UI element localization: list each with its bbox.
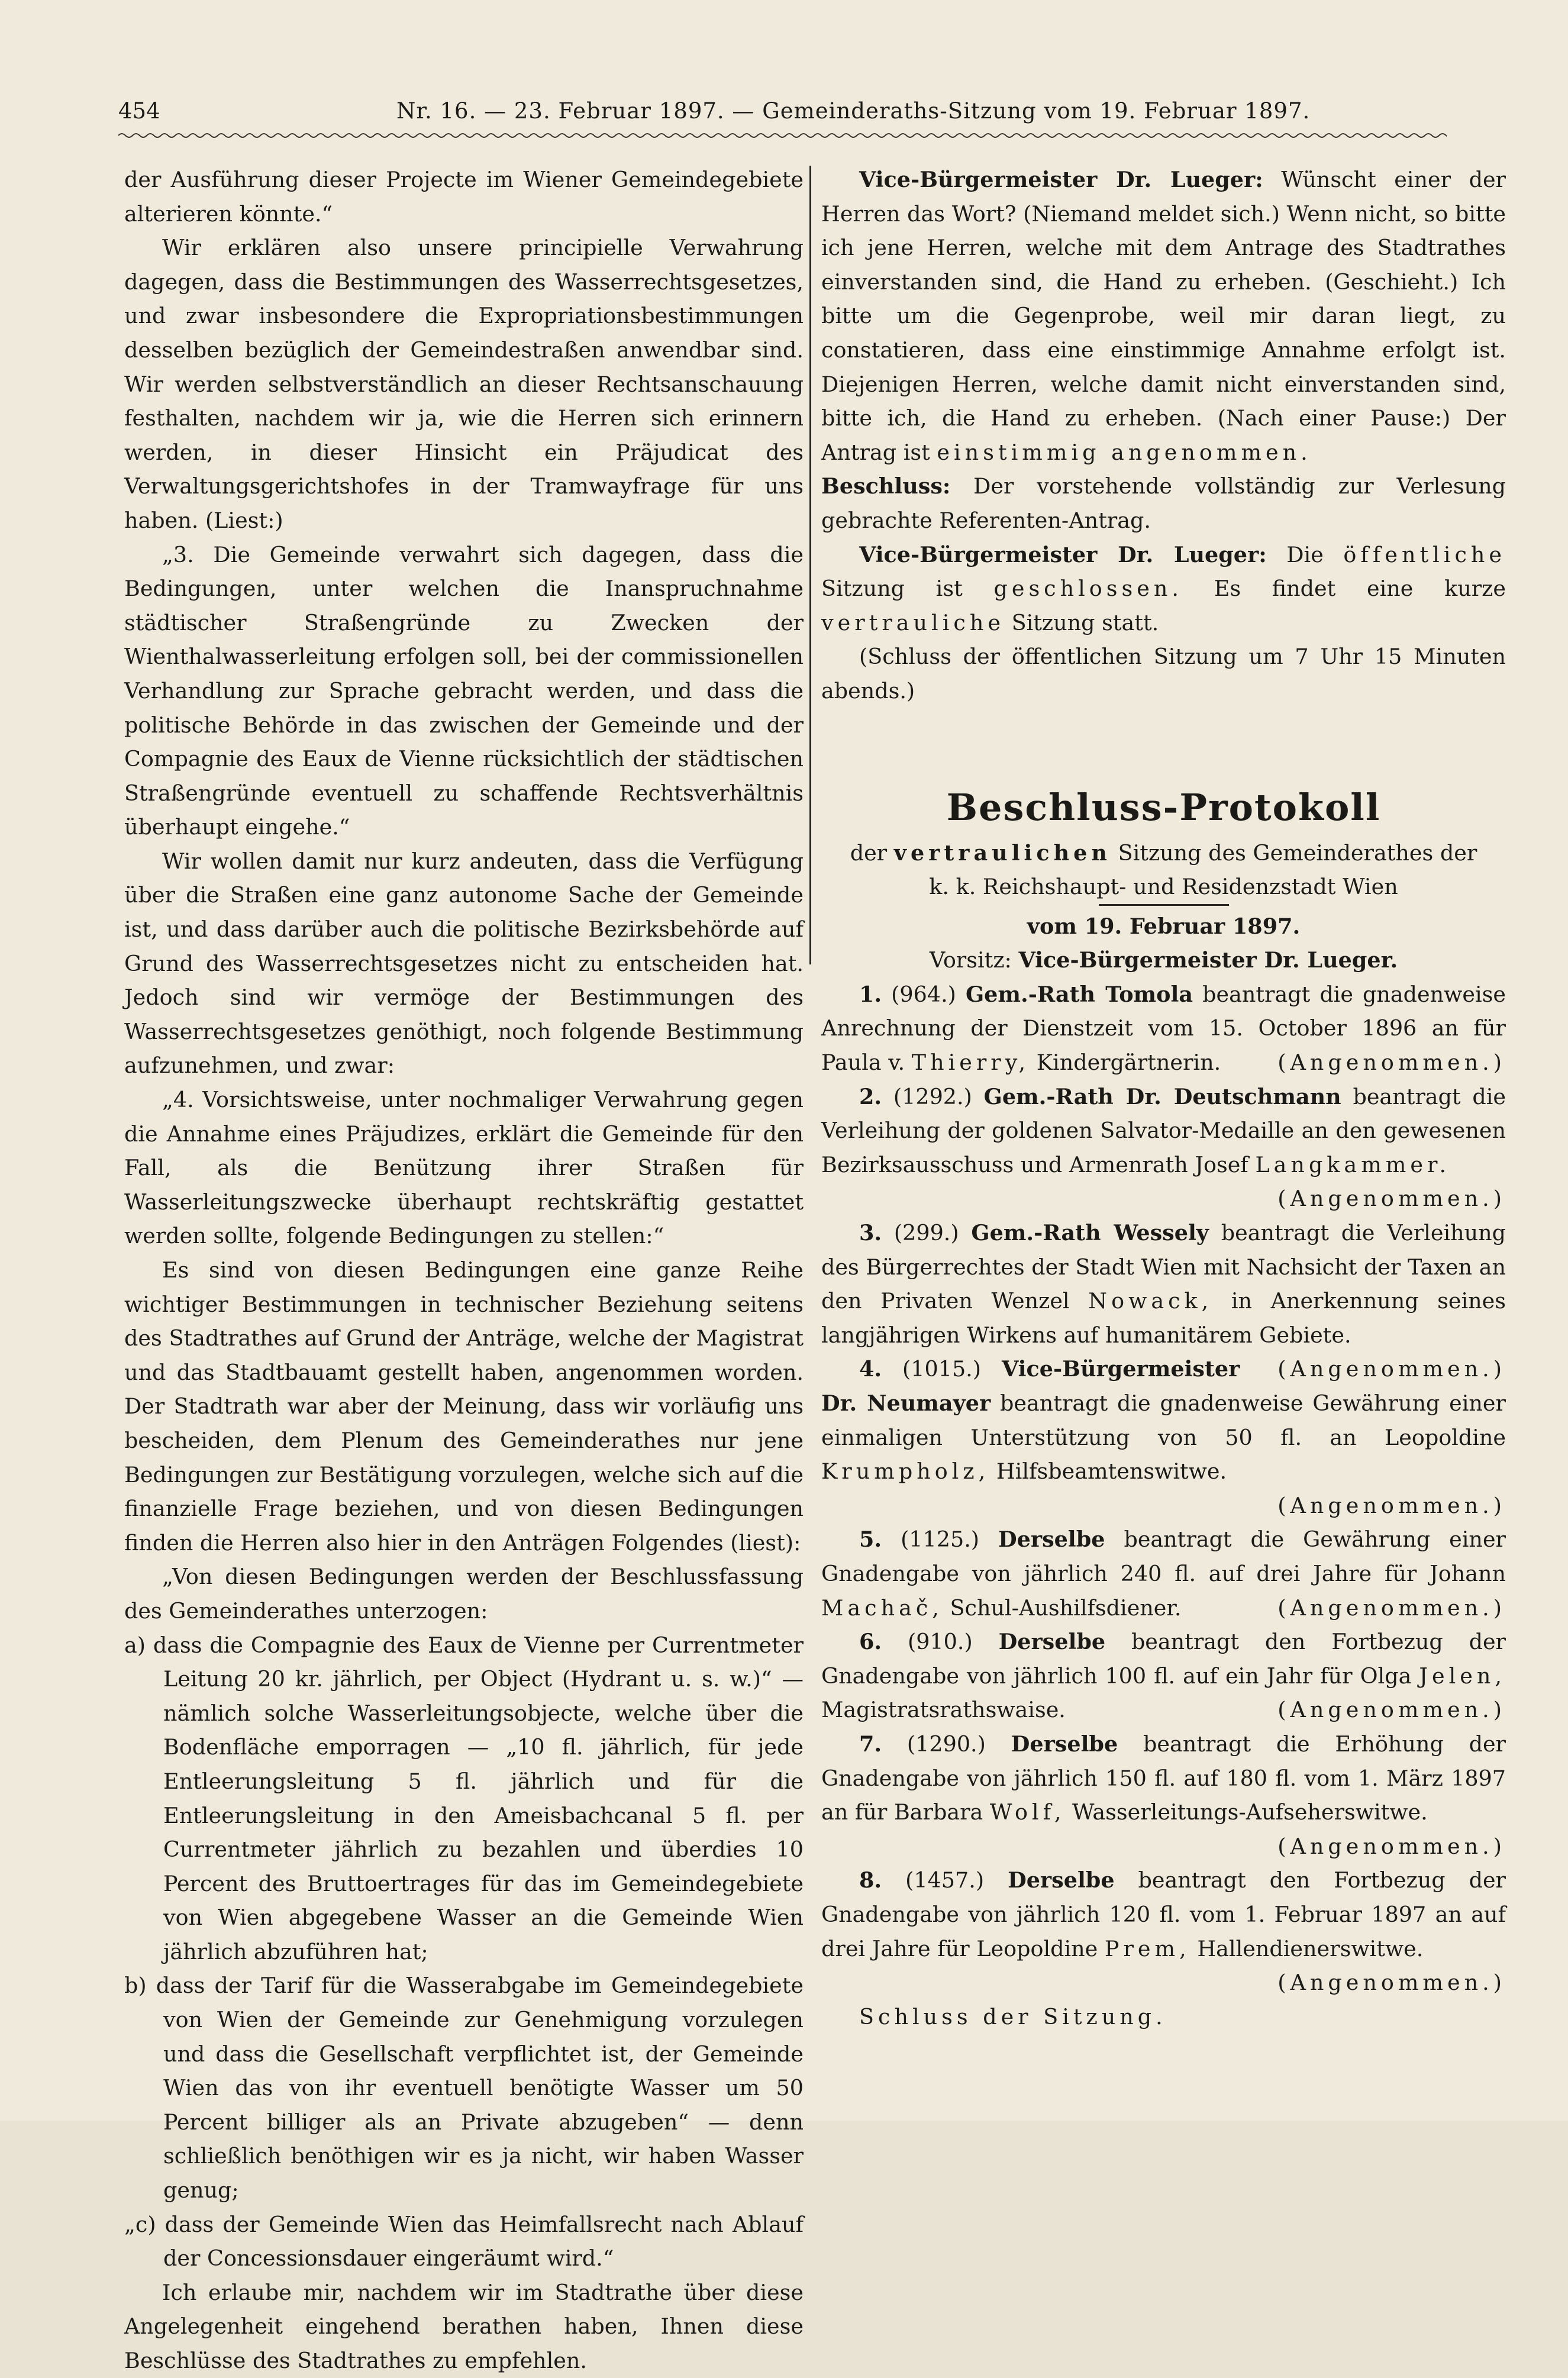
item-person: Thierry, (911, 1050, 1030, 1076)
speaker-name: Vice-Bürgermeister Dr. Lueger: (859, 167, 1263, 192)
speech-text: Sitzung ist (821, 576, 963, 602)
speech-paragraph (821, 163, 1506, 469)
speech-text: Es findet eine kurze (1214, 576, 1506, 602)
paragraph: Wir wollen damit nur kurz andeuten, dass die Verfügung über die Straßen eine ganz autonome Sache der Gemeinde ist, und dass darüber auch die politische Bezirksbehörde auf Grund des Wasserrechtsgesetzes nicht zu entscheiden hat. Jedoch sind wir vermöge der Bestimmungen des Wasserrechtsgesetzes genöthigt, noch folgende Bestimmung aufzunehmen, und zwar: (124, 848, 804, 1079)
resolution-text: Der vorstehende vollständig zur Verlesung gebrachte Referenten-Antrag. (821, 473, 1506, 533)
chair-label: Vorsitz: (929, 947, 1012, 973)
header-title: Nr. 16. — 23. Februar 1897. — Gemeinderaths-Sitzung vom 19. Februar 1897. (396, 98, 1311, 124)
item-text: beantragt die Verleihung des Bürgerrechtes der Stadt Wien mit Nachsicht der Taxen an den Privaten Wenzel (821, 1220, 1506, 1314)
item-text: beantragt die Erhöhung der Gnadengabe von jährlich 150 fl. auf 180 fl. vom 1. März 1897 an für Barbara (821, 1731, 1506, 1825)
item-result: (Angenommen.) (1277, 1356, 1506, 1382)
subtitle-text: Sitzung des Gemeinderathes der (1118, 840, 1477, 866)
protocol-title: Beschluss-Protokoll (946, 785, 1381, 829)
item-text: beantragt den Fortbezug der Gnadengabe von jährlich 120 fl. vom 1. Februar 1897 an auf drei Jahre für Leopoldine (821, 1867, 1506, 1961)
item-proposer: Derselbe (998, 1629, 1106, 1655)
condition-a: a) dass die Compagnie des Eaux de Vienne per Currentmeter Leitung 20 kr. jährlich, per Object (Hydrant u. s. w.)“ — nämlich solche Wasserleitungsobjecte, welche über die Bodenfläche emporragen — „10 fl. jährlich, für jede Entleerungsleitung 5 fl. jährlich und für die Entleerungsleitung in den Ameisbachcanal 5 fl. per Currentmeter jährlich zu bezahlen und überdies 10 Percent des Bruttoertrages für das im Gemeindegebiete von Wien abgegebene Wasser an die Gemeinde Wien jährlich abzuführen hat; (124, 1632, 804, 1964)
item-proposer: Gem.-Rath Tomola (965, 981, 1193, 1007)
item-proposer: Gem.-Rath Dr. Deutschmann (983, 1083, 1341, 1109)
spaced-word: vertrauliche (821, 609, 1005, 635)
item-number: 7. (859, 1731, 882, 1757)
item-proposer: Derselbe (1011, 1731, 1118, 1757)
column-divider (809, 166, 811, 964)
quoted-condition-4: „4. Vorsichtsweise, unter nochmaliger Verwahrung gegen die Annahme eines Präjudizes, erklärt die Gemeinde für den Fall, als die Benützung ihrer Straßen für Wasserleitungszwecke überhaupt rechtskräftig gestattet werden sollte, folgende Bedingungen zu stellen:“ (124, 1087, 804, 1249)
item-number: 2. (859, 1083, 882, 1109)
resolution-item-6 (821, 1625, 1506, 1727)
item-ref: (1125.) (901, 1527, 980, 1553)
item-person: Prem, (1104, 1935, 1190, 1961)
speech-text: Sitzung statt. (1011, 609, 1159, 635)
short-rule (1099, 904, 1229, 906)
item-text: Hallendienerswitwe. (1197, 1935, 1424, 1961)
item-result: (Angenommen.) (1277, 1050, 1506, 1076)
item-number: 5. (859, 1527, 882, 1553)
condition-c: „c) dass der Gemeinde Wien das Heimfallsrecht nach Ablauf der Concessionsdauer eingeräumt wird.“ (124, 2211, 804, 2271)
item-result: (Angenommen.) (1277, 1595, 1506, 1621)
spaced-word: geschlossen. (993, 576, 1183, 602)
resolution-item-5 (821, 1522, 1506, 1625)
protocol-subtitle-line1 (821, 836, 1506, 870)
paragraph: Ich erlaube mir, nachdem wir im Stadtrathe über diese Angelegenheit eingehend berathen haben, Ihnen diese Beschlüsse des Stadtrathes zu empfehlen. (124, 2279, 804, 2373)
closing-note: (Schluss der öffentlichen Sitzung um 7 Uhr 15 Minuten abends.) (821, 644, 1506, 704)
item-proposer: Derselbe (998, 1527, 1105, 1553)
resolution-item-1 (821, 977, 1506, 1080)
item-ref: (910.) (907, 1629, 973, 1655)
paragraph: Wir erklären also unsere principielle Verwahrung dagegen, dass die Bestimmungen des Wasserrechtsgesetzes, und zwar insbesondere die Expropriationsbestimmungen desselben bezüglich der Gemeindestraßen anwendbar sind. Wir werden selbstverständlich an dieser Rechtsanschauung festhalten, nachdem wir ja, wie die Herren sich erinnern werden, in dieser Hinsicht ein Präjudicat des Verwaltungsgerichtshofes in der Tramwayfrage für uns haben. (Liest:) (124, 235, 804, 533)
paragraph: der Ausführung dieser Projecte im Wiener Gemeindegebiete alterieren könnte.“ (124, 167, 804, 227)
item-proposer: Vice-Bürgermeister Dr. Neumayer (821, 1356, 1240, 1416)
resolution-item-2 (821, 1080, 1506, 1182)
speaker-name: Vice-Bürgermeister Dr. Lueger: (859, 541, 1267, 567)
item-person: Jelen, (1419, 1663, 1506, 1689)
item-text: Magistratsrathswaise. (821, 1697, 1066, 1723)
item-text: in Anerkennung seines langjährigen Wirkens auf humanitärem Gebiete. (821, 1288, 1506, 1348)
protocol-date: vom 19. Februar 1897. (1027, 913, 1301, 939)
item-ref: (964.) (891, 981, 956, 1007)
paragraph: Es sind von diesen Bedingungen eine ganze Reihe wichtiger Bestimmungen in technischer Beziehung seitens des Stadtrathes auf Grund der Anträge, welche der Magistrat und das Stadtbauamt gestellt haben, angenommen worden. Der Stadtrath war aber der Meinung, dass wir vorläufig uns bescheiden, dem Plenum des Gemeinderathes nur jene Bedingungen zur Bestätigung vorzulegen, welche sich auf die finanzielle Frage beziehen, und von diesen Bedingungen finden die Herren also hier in den Anträgen Folgendes (liest): (124, 1257, 804, 1556)
header-wavy-rule (118, 131, 1447, 140)
item-text: beantragt die gnadenweise Gewährung einer einmaligen Unterstützung von 50 fl. an Leopoldine (821, 1390, 1506, 1450)
protocol-subtitle-line2: k. k. Reichshaupt- und Residenzstadt Wien (929, 874, 1398, 900)
item-person: Machač, (821, 1595, 943, 1621)
item-text: Wasserleitungs-Aufseherswitwe. (1072, 1799, 1428, 1825)
item-number: 1. (859, 981, 882, 1007)
chair-name: Vice-Bürgermeister Dr. Lueger. (1018, 947, 1398, 973)
running-header (118, 93, 1447, 129)
item-ref: (1290.) (906, 1731, 986, 1757)
item-person: Nowack, (1088, 1288, 1213, 1314)
session-closing: Schluss der Sitzung. (859, 2003, 1167, 2029)
item-proposer: Derselbe (1008, 1867, 1115, 1893)
item-ref: (1015.) (902, 1356, 982, 1382)
item-text: beantragt die Verleihung der goldenen Salvator-Medaille an den gewesenen Bezirksausschuss und Armenrath Josef (821, 1083, 1506, 1177)
condition-b: b) dass der Tarif für die Wasserabgabe im Gemeindegebiete von Wien der Gemeinde zur Genehmigung vorzulegen und dass die Gesellschaft verpflichtet ist, der Gemeinde Wien das von ihr eventuell benötigte Wasser um 50 Percent billiger als an Private abzugeben“ — denn schließlich benöthigen wir es ja nicht, wir haben Wasser genug; (124, 1973, 804, 2203)
resolution-paragraph (821, 469, 1506, 537)
quoted-intro: „Von diesen Bedingungen werden der Beschlussfassung des Gemeinderathes unterzogen: (124, 1564, 804, 1624)
item-number: 3. (859, 1220, 882, 1246)
resolution-label: Beschluss: (821, 473, 951, 499)
item-person: Krumpholz, (821, 1459, 990, 1485)
item-text: beantragt den Fortbezug der Gnadengabe von jährlich 100 fl. auf ein Jahr für Olga (821, 1629, 1506, 1689)
speech-text: Die (1286, 541, 1324, 567)
speech-text: Wünscht einer der Herren das Wort? (Niemand meldet sich.) Wenn nicht, so bitte ich jene Herren, welche mit dem Antrage des Stadtrathes einverstanden sind, die Hand zu erheben. (Geschieht.) Ich bitte um die Gegenprobe, weil mir daran liegt, zu constatieren, dass eine einstimmige Annahme erfolgt ist. Diejenigen Herren, welche damit nicht einverstanden sind, bitte ich, die Hand zu erheben. (Nach einer Pause:) Der Antrag ist (821, 167, 1506, 465)
quoted-condition-3: „3. Die Gemeinde verwahrt sich dagegen, dass die Bedingungen, unter welchen die Inanspruchnahme städtischer Straßengründe zu Zwecken der Wienthalwasserleitung erfolgen soll, bei der commissionellen Verhandlung zur Sprache gebracht werden, und dass die politische Behörde in das zwischen der Gemeinde und der Compagnie des Eaux de Vienne rücksichtlich der städtischen Straßengründe eventuell zu schaffende Rechtsverhältnis überhaupt eingehe.“ (124, 541, 804, 840)
item-text: beantragt die gnadenweise Anrechnung der Dienstzeit vom 15. October 1896 an für Paula v. (821, 981, 1506, 1076)
speech-paragraph (821, 538, 1506, 640)
resolution-item-8 (821, 1863, 1506, 1966)
item-number: 8. (859, 1867, 882, 1893)
item-text: Schul-Aushilfsdiener. (950, 1595, 1182, 1621)
right-column (821, 163, 1506, 2034)
item-text: Kindergärtnerin. (1036, 1050, 1221, 1076)
item-person: Wolf, (989, 1799, 1066, 1825)
item-result: (Angenommen.) (1277, 1492, 1506, 1518)
item-number: 4. (859, 1356, 882, 1382)
item-text: Hilfsbeamtenswitwe. (996, 1459, 1227, 1485)
item-text: beantragt die Gewährung einer Gnadengabe von jährlich 240 fl. auf drei Jahre für Johann (821, 1527, 1506, 1586)
item-result: (Angenommen.) (1277, 1186, 1506, 1212)
item-result: (Angenommen.) (1277, 1697, 1506, 1723)
item-person: Langkammer. (1255, 1151, 1451, 1177)
vote-result: einstimmig angenommen. (937, 439, 1312, 465)
subtitle-emphasis: vertraulichen (893, 840, 1111, 866)
item-number: 6. (859, 1629, 882, 1655)
left-column (124, 163, 804, 2378)
item-ref: (1457.) (905, 1867, 985, 1893)
chair-line (821, 943, 1506, 977)
item-proposer: Gem.-Rath Wessely (971, 1220, 1209, 1246)
spaced-word: öffentliche (1343, 541, 1506, 567)
subtitle-text: der (850, 840, 888, 866)
resolution-item-7 (821, 1727, 1506, 1830)
item-ref: (299.) (893, 1220, 959, 1246)
item-result: (Angenommen.) (1277, 1970, 1506, 1996)
page-number: 454 (118, 98, 160, 124)
item-ref: (1292.) (893, 1083, 972, 1109)
item-result: (Angenommen.) (1277, 1833, 1506, 1859)
